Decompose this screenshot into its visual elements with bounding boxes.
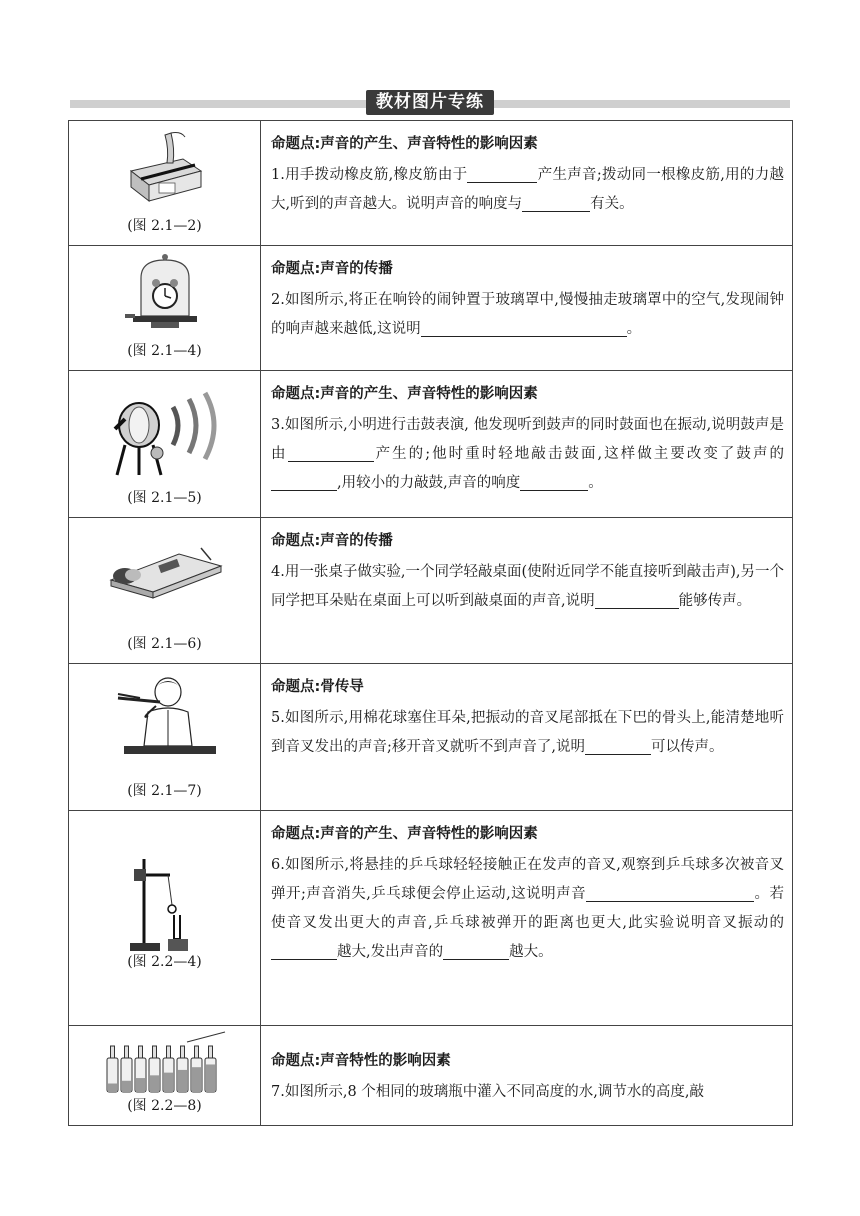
answer-blank[interactable]	[586, 883, 754, 902]
question-segment: 7.如图所示,8 个相同的玻璃瓶中灌入不同高度的水,调节水的高度,敲	[271, 1084, 704, 1100]
answer-blank[interactable]	[288, 443, 374, 462]
drum-icon	[105, 389, 225, 479]
figure-cell	[69, 121, 261, 245]
question-cell	[261, 121, 793, 245]
question-cell	[261, 1026, 793, 1125]
question-segment: 3.如图所示,小明进行击鼓表演, 他发现听到鼓声的同时鼓面也在振动,说明鼓声是由	[271, 417, 784, 462]
question-segment: 。	[588, 475, 603, 491]
answer-blank[interactable]	[520, 472, 588, 491]
question-segment: 。若使音叉发出更大的声音,乒乓球被弹开的距离也更大,此实验说明音叉振动的	[271, 886, 784, 931]
figure-caption: (图 2.1—7)	[127, 783, 202, 799]
section-header	[70, 90, 790, 116]
question-cell	[261, 664, 793, 810]
figure-cell	[69, 664, 261, 810]
pingpong-fork-stand-icon	[130, 853, 200, 953]
question-text	[271, 1078, 784, 1107]
question-text	[271, 851, 784, 967]
question-segment: ,用较小的力敲鼓,声音的响度	[337, 475, 521, 491]
section-title: 教材图片专练	[366, 90, 494, 115]
figure-caption: (图 2.2—4)	[127, 954, 202, 970]
question-segment: 1.用手拨动橡皮筋,橡皮筋由于	[271, 167, 468, 183]
answer-blank[interactable]	[443, 941, 509, 960]
question-segment: 。	[626, 321, 642, 337]
topic-label: 命题点:声音的传播	[271, 533, 393, 549]
bottle-icon	[205, 1046, 216, 1092]
table-row	[69, 811, 793, 1026]
topic-label: 命题点:声音特性的影响因素	[271, 1053, 451, 1069]
figure-cell	[69, 1026, 261, 1125]
boy-tuning-fork-icon	[110, 676, 220, 758]
question-segment: 2.如图所示,将正在响铃的闹钟置于玻璃罩中,慢慢抽走玻璃罩中的空气,发现闹钟的响声越来越低,这说明	[271, 292, 784, 337]
bottle-icon	[149, 1046, 160, 1092]
answer-blank[interactable]	[467, 164, 537, 183]
question-segment: 越大,发出声音的	[337, 944, 444, 960]
figure-caption: (图 2.1—5)	[127, 490, 202, 506]
exercise-table	[68, 120, 793, 1126]
topic-label: 命题点:声音的传播	[271, 261, 393, 277]
question-segment: 4.用一张桌子做实验,一个同学轻敲桌面(使附近同学不能直接听到敲击声),另一个同学把耳朵贴在桌面上可以听到敲桌面的声音,说明	[271, 564, 784, 609]
figure-cell	[69, 371, 261, 517]
topic-label: 命题点:声音的产生、声音特性的影响因素	[271, 386, 538, 402]
table-row	[69, 246, 793, 371]
question-segment: 越大。	[509, 944, 553, 960]
question-text	[271, 558, 784, 616]
question-segment: 能够传声。	[678, 593, 752, 609]
table-row	[69, 518, 793, 664]
table-row	[69, 1026, 793, 1126]
answer-blank[interactable]	[595, 590, 679, 609]
question-cell	[261, 518, 793, 663]
figure-caption: (图 2.1—2)	[127, 218, 202, 234]
figure-cell	[69, 811, 261, 1025]
question-segment: 可以传声。	[651, 739, 724, 755]
table-row	[69, 371, 793, 518]
question-cell	[261, 246, 793, 370]
question-segment: 产生声音;拨动同一根橡皮筋,用的力越大,听到的声音越大。说明声音的响度与	[271, 167, 784, 212]
question-segment: 有关。	[590, 196, 634, 212]
figure-cell	[69, 246, 261, 370]
answer-blank[interactable]	[585, 736, 651, 755]
bottle-icon	[177, 1046, 188, 1092]
answer-blank[interactable]	[271, 941, 337, 960]
table-row	[69, 664, 793, 811]
question-cell	[261, 371, 793, 517]
question-text	[271, 161, 784, 219]
topic-label: 命题点:骨传导	[271, 679, 364, 695]
topic-label: 命题点:声音的产生、声音特性的影响因素	[271, 826, 538, 842]
figure-caption: (图 2.1—6)	[127, 636, 202, 652]
figure-caption: (图 2.2—8)	[127, 1098, 202, 1114]
topic-label: 命题点:声音的产生、声音特性的影响因素	[271, 136, 538, 152]
bell-jar-icon	[125, 252, 205, 332]
question-text	[271, 704, 784, 762]
rubber-band-box-icon	[125, 129, 205, 203]
bottle-icon	[135, 1046, 146, 1092]
answer-blank[interactable]	[522, 193, 590, 212]
question-segment: 6.如图所示,将悬挂的乒乓球轻轻接触正在发声的音叉,观察到乒乓球多次被音叉弹开;声音消失,乒乓球便会停止运动,这说明声音	[271, 857, 784, 902]
question-segment: 产生的;他时重时轻地敲击鼓面,这样做主要改变了鼓声的	[373, 446, 785, 462]
question-text	[271, 286, 784, 344]
bottle-icon	[163, 1046, 174, 1092]
bottle-icon	[121, 1046, 132, 1092]
bottle-icon	[107, 1046, 118, 1092]
question-segment: 5.如图所示,用棉花球塞住耳朵,把振动的音叉尾部抵在下巴的骨头上,能清楚地听到音叉发出的声音;移开音叉就听不到声音了,说明	[271, 710, 784, 755]
figure-cell	[69, 518, 261, 663]
table-row	[69, 121, 793, 246]
water-bottles-icon	[103, 1030, 227, 1096]
question-cell	[261, 811, 793, 1025]
desk-listening-icon	[107, 544, 223, 600]
answer-blank[interactable]	[421, 318, 627, 337]
bottle-icon	[191, 1046, 202, 1092]
answer-blank[interactable]	[271, 472, 337, 491]
figure-caption: (图 2.1—4)	[127, 343, 202, 359]
question-text	[271, 411, 784, 498]
